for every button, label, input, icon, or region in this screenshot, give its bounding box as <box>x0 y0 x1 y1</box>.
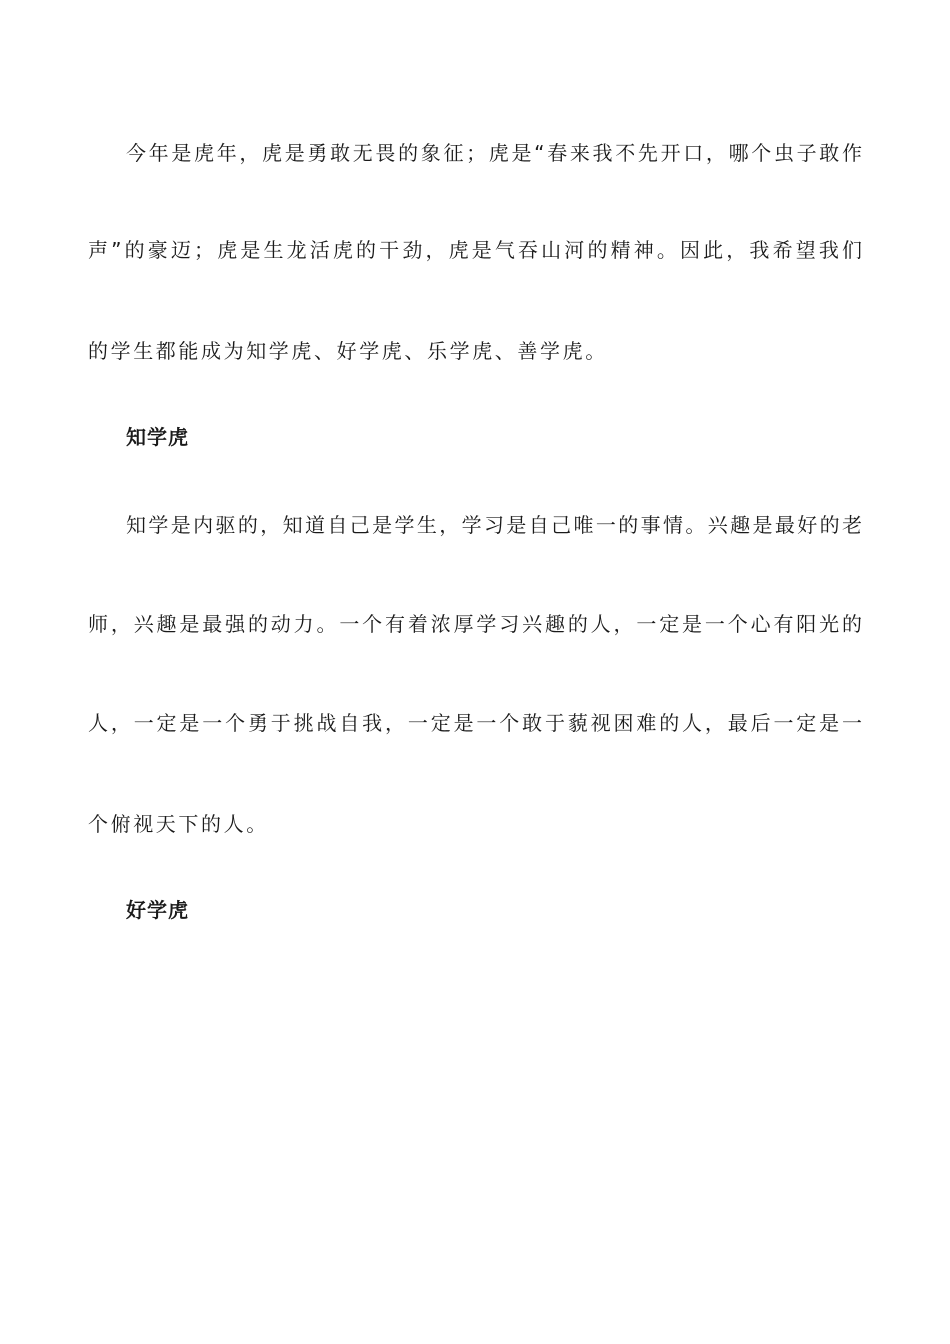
section-heading-haoxuehu: 好学虎 <box>126 898 189 922</box>
paragraph-line: 师，兴趣是最强的动力。一个有着浓厚学习兴趣的人，一定是一个心有阳光的 <box>88 612 862 636</box>
paragraph-line: 的学生都能成为知学虎、好学虎、乐学虎、善学虎。 <box>88 339 608 363</box>
paragraph-line: 知学是内驱的，知道自己是学生，学习是自己唯一的事情。兴趣是最好的老 <box>126 513 862 537</box>
paragraph-line: 今年是虎年，虎是勇敢无畏的象征；虎是“春来我不先开口，哪个虫子敢作 <box>126 141 862 165</box>
paragraph-line: 声”的豪迈；虎是生龙活虎的干劲，虎是气吞山河的精神。因此，我希望我们 <box>88 238 862 262</box>
paragraph-line: 个俯视天下的人。 <box>88 812 269 836</box>
paragraph-line: 人，一定是一个勇于挑战自我，一定是一个敢于藐视困难的人，最后一定是一 <box>88 711 862 735</box>
section-heading-zhixuehu: 知学虎 <box>126 425 189 449</box>
